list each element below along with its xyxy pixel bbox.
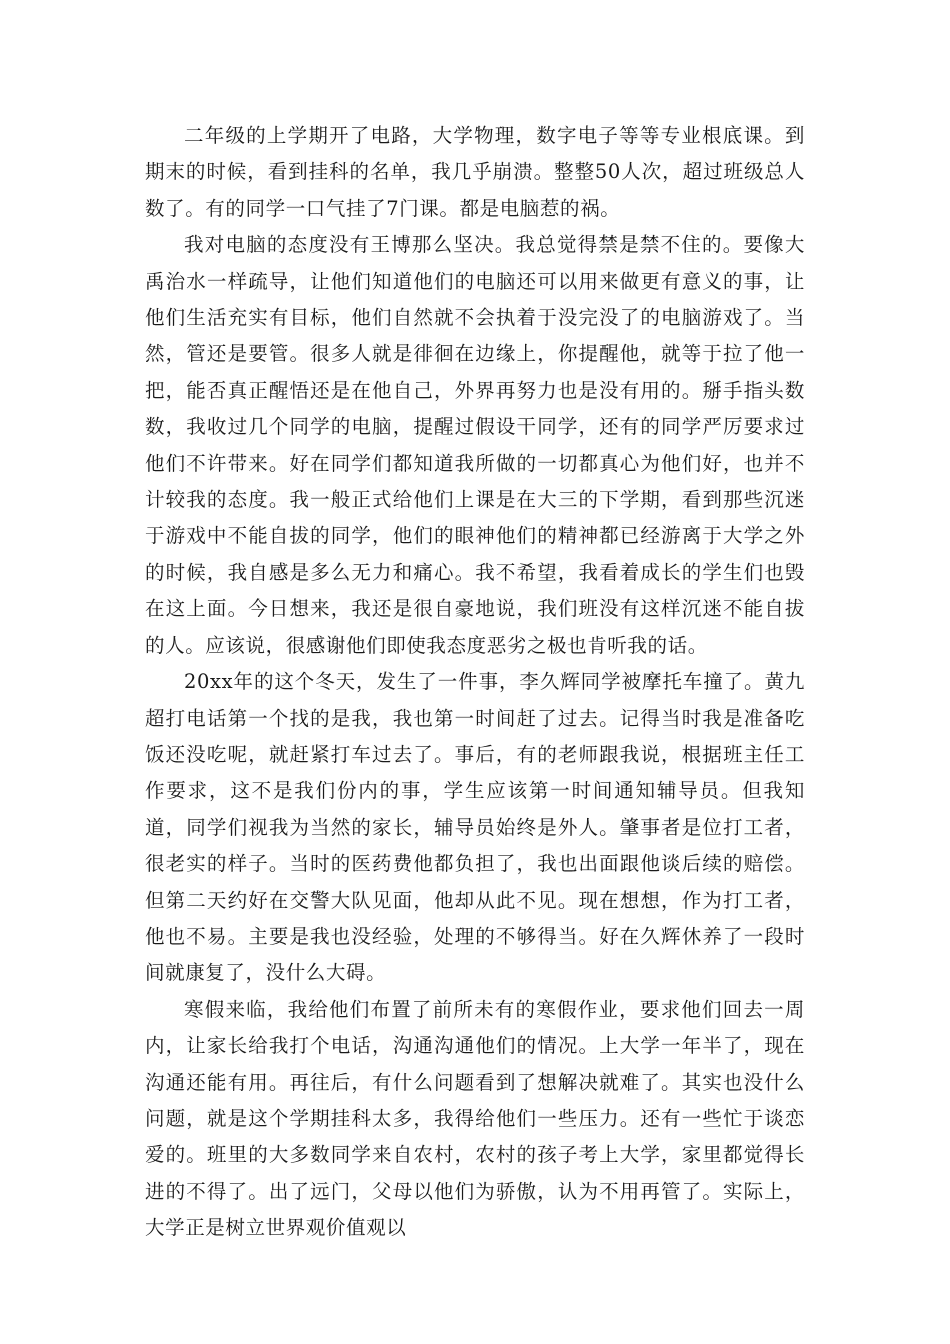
paragraph-4: 寒假来临，我给他们布置了前所未有的寒假作业，要求他们回去一周内，让家长给我打个电话，沟通沟通他们的情况。上大学一年半了，现在沟通还能有用。再往后，有什么问题看到了想解决就难了。其实也没什么问题，就是这个学期挂科太多，我得给他们一些压力。还有一些忙于谈恋爱的。班里的大多数同学来自农村，农村的孩子考上大学，家里都觉得长进的不得了。出了远门，父母以他们为骄傲，认为不用再管了。实际上，大学正是树立世界观价值观以 — [145, 997, 805, 1240]
document-body — [145, 118, 805, 1247]
paragraph-1: 二年级的上学期开了电路，大学物理，数字电子等等专业根底课。到期末的时候，看到挂科的名单，我几乎崩溃。整整50人次，超过班级总人数了。有的同学一口气挂了7门课。都是电脑惹的祸。 — [145, 124, 805, 220]
paragraph-3: 20xx年的这个冬天，发生了一件事，李久辉同学被摩托车撞了。黄九超打电话第一个找的是我，我也第一时间赶了过去。记得当时我是准备吃饭还没吃呢，就赶紧打车过去了。事后，有的老师跟我说，根据班主任工作要求，这不是我们份内的事，学生应该第一时间通知辅导员。但我知道，同学们视我为当然的家长，辅导员始终是外人。肇事者是位打工者，很老实的样子。当时的医药费他都负担了，我也出面跟他谈后续的赔偿。但第二天约好在交警大队见面，他却从此不见。现在想想，作为打工者，他也不易。主要是我也没经验，处理的不够得当。好在久辉休养了一段时间就康复了，没什么大碍。 — [145, 670, 805, 985]
paragraph-2: 我对电脑的态度没有王博那么坚决。我总觉得禁是禁不住的。要像大禹治水一样疏导，让他们知道他们的电脑还可以用来做更有意义的事，让他们生活充实有目标，他们自然就不会执着于没完没了的电脑游戏了。当然，管还是要管。很多人就是徘徊在边缘上，你提醒他，就等于拉了他一把，能否真正醒悟还是在他自己，外界再努力也是没有用的。掰手指头数数，我收过几个同学的电脑，提醒过假设干同学，还有的同学严厉要求过他们不许带来。好在同学们都知道我所做的一切都真心为他们好，也并不计较我的态度。我一般正式给他们上课是在大三的下学期，看到那些沉迷于游戏中不能自拔的同学，他们的眼神他们的精神都已经游离于大学之外的时候，我自感是多么无力和痛心。我不希望，我看着成长的学生们也毁在这上面。今日想来，我还是很自豪地说，我们班没有这样沉迷不能自拔的人。应该说，很感谢他们即使我态度恶劣之极也肯听我的话。 — [145, 233, 805, 657]
